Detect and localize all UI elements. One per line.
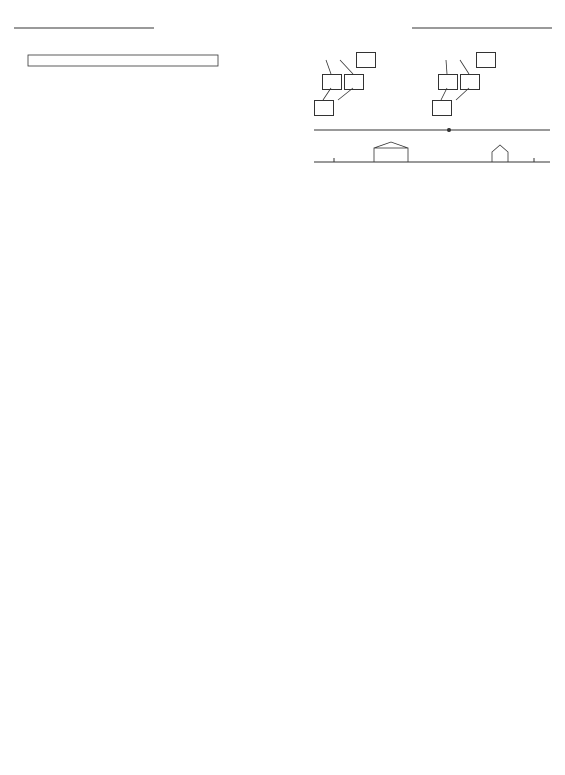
q20-route-diagram <box>314 140 554 174</box>
q1-connector-lines <box>278 52 518 120</box>
q22-top-box <box>28 55 218 66</box>
header-rule-right <box>412 27 552 29</box>
q19-point <box>447 128 451 132</box>
page-header <box>0 0 565 46</box>
q22-row <box>6 52 286 92</box>
q1-diagram <box>278 52 558 120</box>
right-column <box>278 50 558 174</box>
header-rule-left <box>14 27 154 29</box>
q22-matching-diagram <box>26 52 226 92</box>
page-title <box>0 6 565 25</box>
q19-number-line <box>314 120 554 140</box>
left-column <box>6 50 286 92</box>
house-icon <box>492 145 508 162</box>
q19-row <box>278 120 558 140</box>
school-building-icon <box>374 148 408 162</box>
q20-row <box>278 140 558 174</box>
